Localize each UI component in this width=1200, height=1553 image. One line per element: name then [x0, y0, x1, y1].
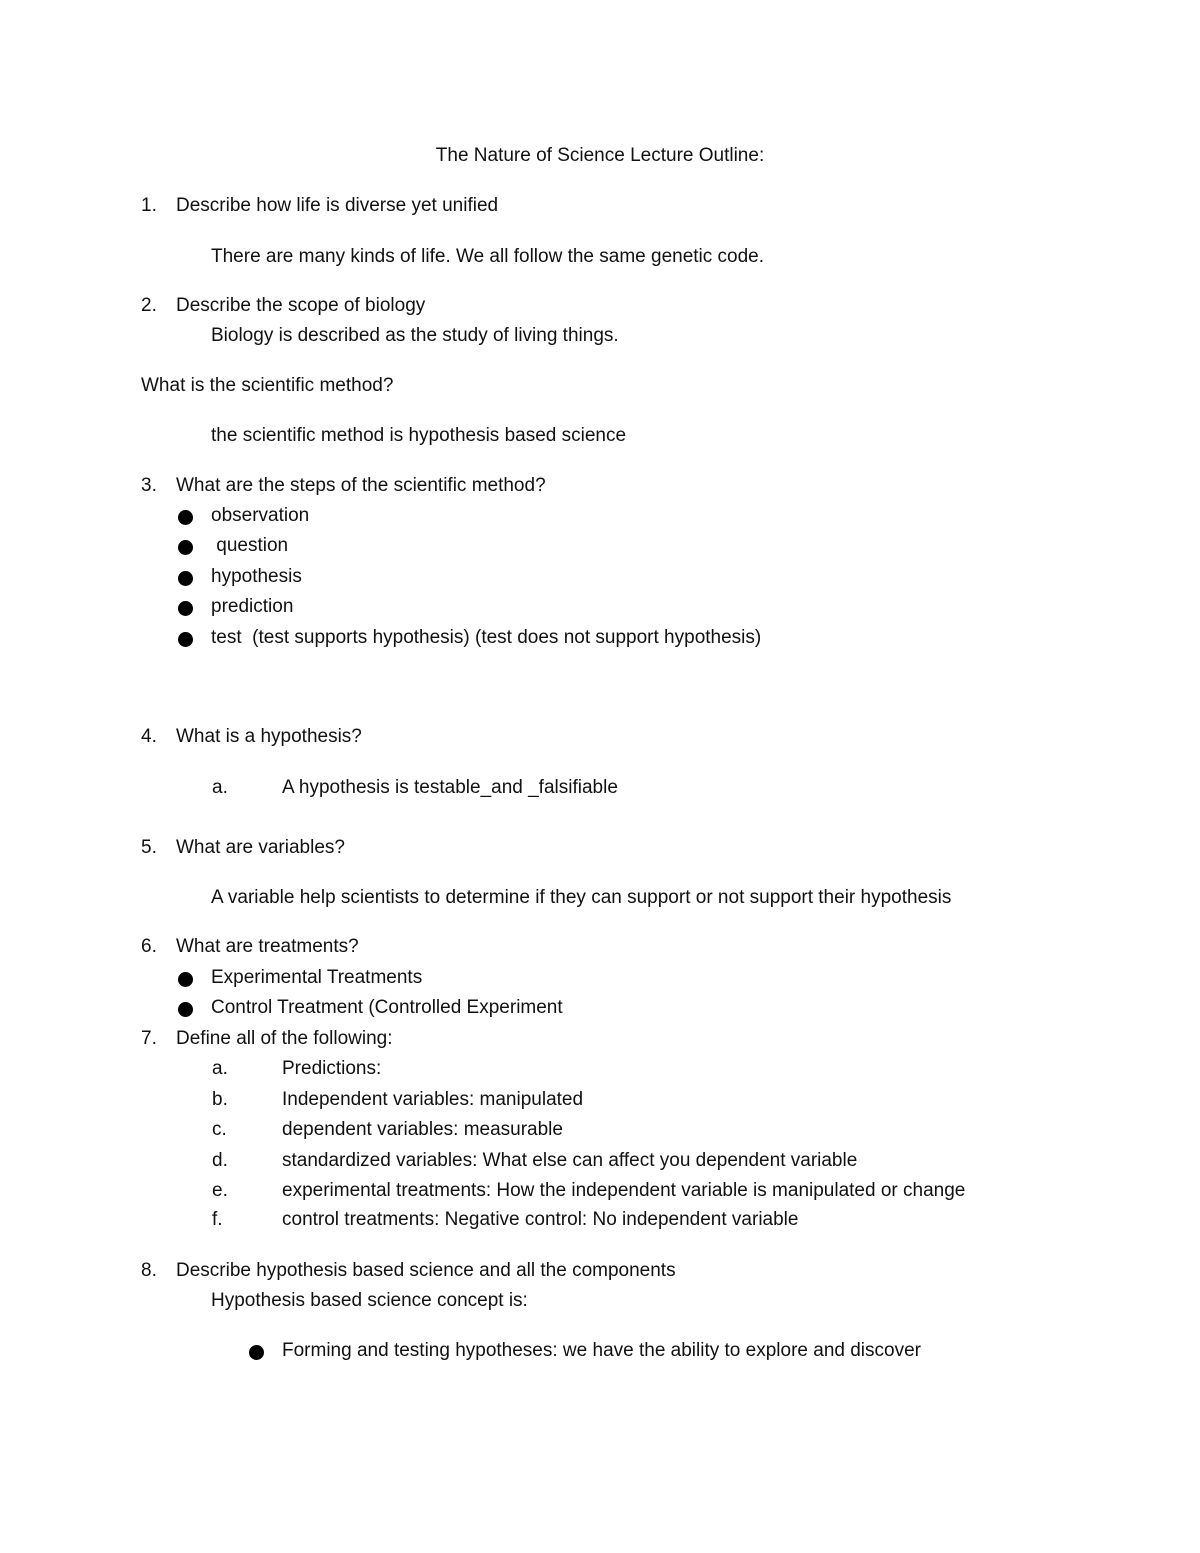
- page-title: The Nature of Science Lecture Outline:: [435, 145, 765, 166]
- list-item: observation: [211, 505, 310, 526]
- q5-number: 5.: [141, 837, 157, 858]
- list-item: Forming and testing hypotheses: we have the ability to explore and discover: [282, 1340, 921, 1361]
- bullet-icon: [178, 972, 193, 987]
- q5-answer: A variable help scientists to determine if they can support or not support their hypothesis: [211, 887, 952, 908]
- q8-question: Describe hypothesis based science and all the components: [176, 1260, 676, 1281]
- q2-number: 2.: [141, 295, 157, 316]
- q7-item-letter: d.: [212, 1150, 228, 1171]
- q8-answer: Hypothesis based science concept is:: [211, 1290, 528, 1311]
- bullet-icon: [178, 632, 193, 647]
- q8-number: 8.: [141, 1260, 157, 1281]
- q4-item-text: A hypothesis is testable_and _falsifiable: [282, 777, 618, 798]
- bullet-icon: [178, 571, 193, 586]
- q7-item-letter: c.: [212, 1119, 227, 1140]
- q7-item-text: Predictions:: [282, 1058, 382, 1079]
- q7-item-letter: e.: [212, 1180, 228, 1201]
- scientific-method-answer: the scientific method is hypothesis based science: [211, 425, 627, 446]
- q7-item-text: Independent variables: manipulated: [282, 1089, 584, 1110]
- q7-item-letter: b.: [212, 1089, 228, 1110]
- bullet-icon: [178, 1002, 193, 1017]
- bullet-icon: [178, 540, 193, 555]
- q7-question: Define all of the following:: [176, 1028, 393, 1049]
- list-item: prediction: [211, 596, 294, 617]
- q5-question: What are variables?: [176, 837, 345, 858]
- q7-item-letter: a.: [212, 1058, 228, 1079]
- list-item: hypothesis: [211, 566, 302, 587]
- q3-question: What are the steps of the scientific method?: [176, 475, 546, 496]
- q7-item-text: experimental treatments: How the independent variable is manipulated or change: [282, 1180, 966, 1201]
- q6-question: What are treatments?: [176, 936, 359, 957]
- q7-item-letter: f.: [212, 1209, 223, 1230]
- bullet-icon: [178, 510, 193, 525]
- bullet-icon: [178, 601, 193, 616]
- q7-number: 7.: [141, 1028, 157, 1049]
- bullet-icon: [249, 1345, 264, 1360]
- q1-question: Describe how life is diverse yet unified: [176, 195, 499, 216]
- q4-item-letter: a.: [212, 777, 228, 798]
- q7-item-text: control treatments: Negative control: No independent variable: [282, 1209, 799, 1230]
- q1-answer: There are many kinds of life. We all follow the same genetic code.: [211, 246, 765, 267]
- q2-question: Describe the scope of biology: [176, 295, 426, 316]
- q2-answer: Biology is described as the study of living things.: [211, 325, 619, 346]
- q7-item-text: standardized variables: What else can affect you dependent variable: [282, 1150, 858, 1171]
- list-item: question: [211, 535, 289, 556]
- q1-number: 1.: [141, 195, 157, 216]
- q3-number: 3.: [141, 475, 157, 496]
- list-item: test (test supports hypothesis) (test does not support hypothesis): [211, 627, 762, 648]
- q4-number: 4.: [141, 726, 157, 747]
- list-item: Experimental Treatments: [211, 967, 423, 988]
- q6-number: 6.: [141, 936, 157, 957]
- q7-item-text: dependent variables: measurable: [282, 1119, 563, 1140]
- list-item: Control Treatment (Controlled Experiment: [211, 997, 563, 1018]
- q4-question: What is a hypothesis?: [176, 726, 362, 747]
- scientific-method-question: What is the scientific method?: [141, 375, 394, 396]
